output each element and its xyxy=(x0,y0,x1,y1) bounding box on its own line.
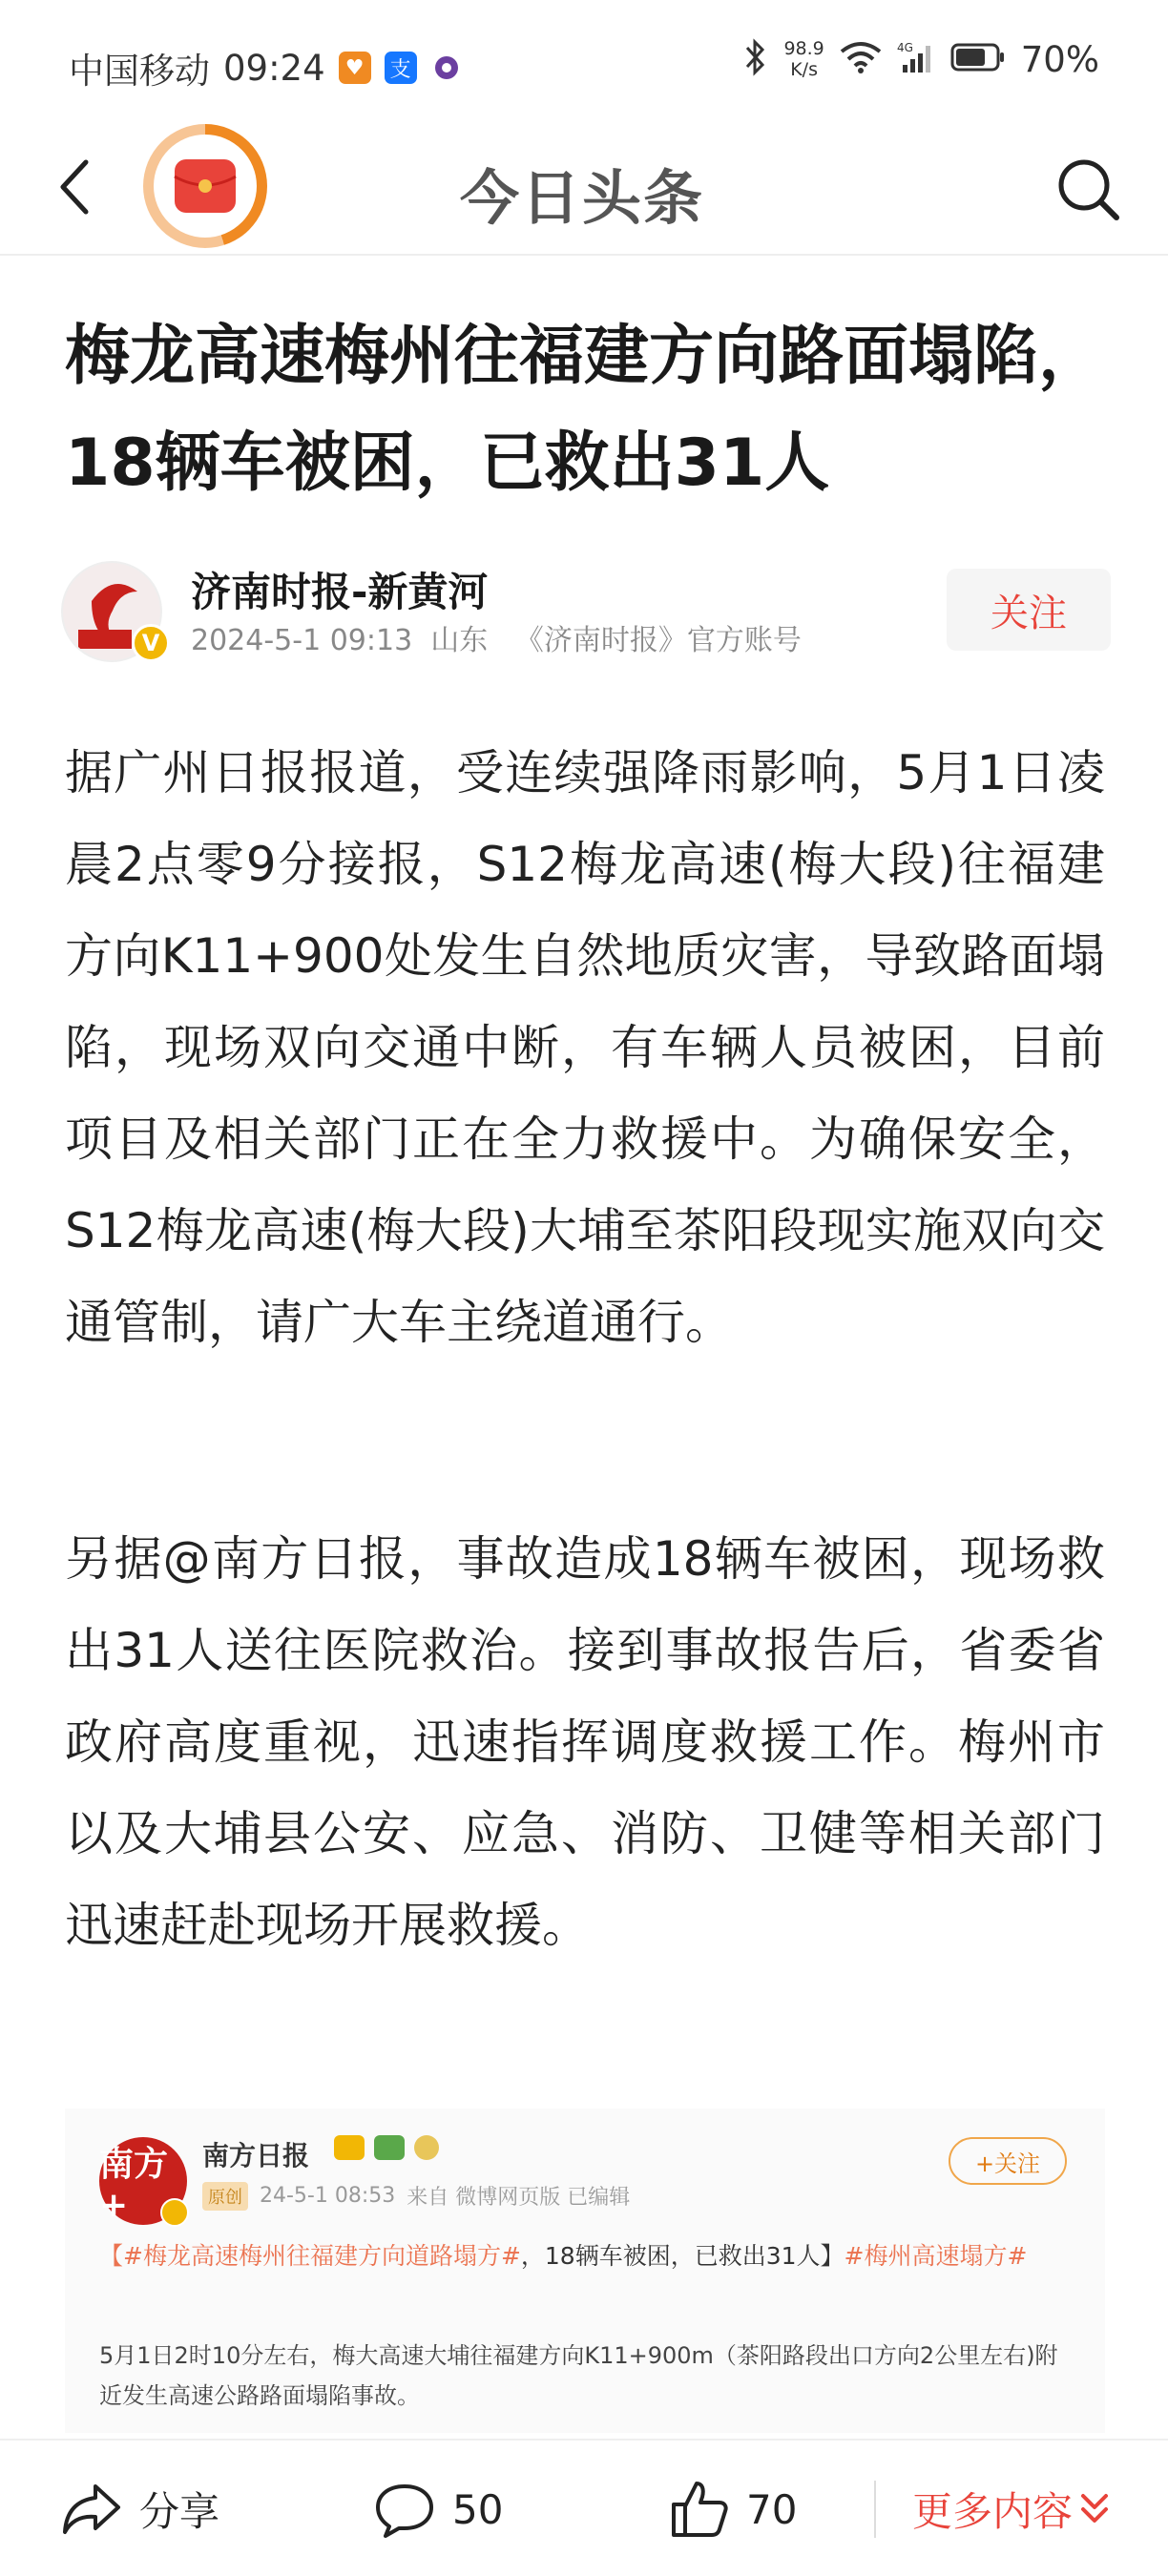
app-title: 今日头条 xyxy=(459,163,704,233)
comment-icon xyxy=(374,2481,435,2538)
browser-icon xyxy=(430,52,463,84)
back-button[interactable] xyxy=(42,151,115,223)
status-bar xyxy=(0,0,1168,134)
red-packet-icon xyxy=(171,156,240,217)
bluetooth-icon xyxy=(743,38,768,80)
embed-body: 5月1日2时10分左右，梅大高速大埔往福建方向K11+900m（茶阳路段出口方向2公里左右)附近发生高速公路路面塌陷事故。 xyxy=(99,2342,1058,2409)
author-meta xyxy=(191,616,802,658)
embed-headline-text: ，18辆车被困，已救出31人】 xyxy=(520,2242,845,2270)
nav-bar xyxy=(0,124,1168,256)
embed-verified-icon xyxy=(160,2198,189,2227)
search-button[interactable] xyxy=(1050,151,1126,227)
shield-app-icon: ♥ xyxy=(339,52,371,84)
more-content-button[interactable] xyxy=(874,2481,1111,2538)
publish-location: 山东 xyxy=(430,624,489,657)
verified-badge-icon: V xyxy=(132,624,170,662)
battery-icon xyxy=(950,42,1006,76)
account-description: 《济南时报》官方账号 xyxy=(514,624,802,657)
wifi-icon xyxy=(840,40,882,78)
status-time: 09:24 xyxy=(223,47,325,89)
alipay-icon: 支 xyxy=(385,52,417,84)
article-title: 梅龙高速梅州往福建方向路面塌陷，18辆车被困，已救出31人 xyxy=(65,319,1104,501)
crown-badge-icon xyxy=(334,2135,365,2160)
author-block xyxy=(61,557,1111,662)
thumbs-up-icon xyxy=(670,2480,729,2539)
embed-author-name: 南方日报 xyxy=(202,2140,310,2171)
embed-meta xyxy=(202,2181,630,2211)
double-chevron-down-icon xyxy=(1078,2490,1111,2528)
chevron-left-icon xyxy=(42,151,115,223)
embed-follow-button: +关注 xyxy=(949,2137,1067,2185)
follow-button[interactable]: 关注 xyxy=(947,569,1111,651)
network-speed-unit: K/s xyxy=(790,59,818,80)
status-right xyxy=(743,38,1099,80)
bottom-action-bar xyxy=(0,2439,1168,2576)
share-button[interactable] xyxy=(61,2441,219,2576)
publish-time: 09:13 xyxy=(329,624,413,657)
comment-button[interactable] xyxy=(374,2441,503,2576)
article-paragraph: 另据@南方日报，事故造成18辆车被困，现场救出31人送往医院救治。接到事故报告后，省委省政府高度重视，迅速指挥调度救援工作。梅州市以及大埔县公安、应急、消防、卫健等相关部门迅速赶赴现场开展救援。 xyxy=(65,1531,1105,1953)
embed-hashtag: #梅州高速塌方# xyxy=(844,2242,1028,2270)
like-button[interactable] xyxy=(670,2441,797,2576)
search-icon xyxy=(1050,151,1126,227)
publish-date: 2024-5-1 xyxy=(191,624,322,657)
battery-percent: 70% xyxy=(1020,38,1099,80)
network-speed-value: 98.9 xyxy=(783,38,824,59)
original-tag: 原创 xyxy=(202,2182,248,2211)
cellular-signal-icon xyxy=(897,40,935,78)
app-logo[interactable] xyxy=(143,124,267,248)
embed-date: 24-5-1 08:53 xyxy=(260,2184,396,2208)
embedded-weibo-screenshot[interactable] xyxy=(65,2109,1105,2433)
embed-source: 来自 微博网页版 已编辑 xyxy=(407,2186,631,2210)
embed-badges xyxy=(334,2135,439,2160)
more-content-label: 更多内容 xyxy=(912,2488,1074,2535)
embed-hashtag: 【#梅龙高速梅州往福建方向道路塌方# xyxy=(99,2242,521,2270)
embed-headline xyxy=(99,2236,1063,2276)
share-icon xyxy=(61,2481,122,2538)
comment-count: 50 xyxy=(452,2485,504,2533)
carrier-name: 中国移动 xyxy=(69,51,210,92)
svg-text:4G: 4G xyxy=(896,41,913,54)
like-count: 70 xyxy=(746,2485,798,2533)
article-paragraph: 据广州日报报道，受连续强降雨影响，5月1日凌晨2点零9分接报，S12梅龙高速(梅大段)往福建方向K11+900处发生自然地质灾害，导致路面塌陷，现场双向交通中断，有车辆人员被困，目前项目及相关部门正在全力救援中。为确保安全，S12梅龙高速(梅大段)大埔至茶阳段现实施双向交通管制，请广大车主绕道通行。 xyxy=(65,745,1105,1350)
status-left xyxy=(69,42,463,93)
network-speed xyxy=(783,38,824,80)
tree-badge-icon xyxy=(374,2135,405,2160)
author-name[interactable]: 济南时报-新黄河 xyxy=(191,569,489,615)
share-label: 分享 xyxy=(139,2488,220,2535)
medal-badge-icon xyxy=(414,2135,439,2160)
embed-avatar: 南方+ xyxy=(99,2137,187,2225)
